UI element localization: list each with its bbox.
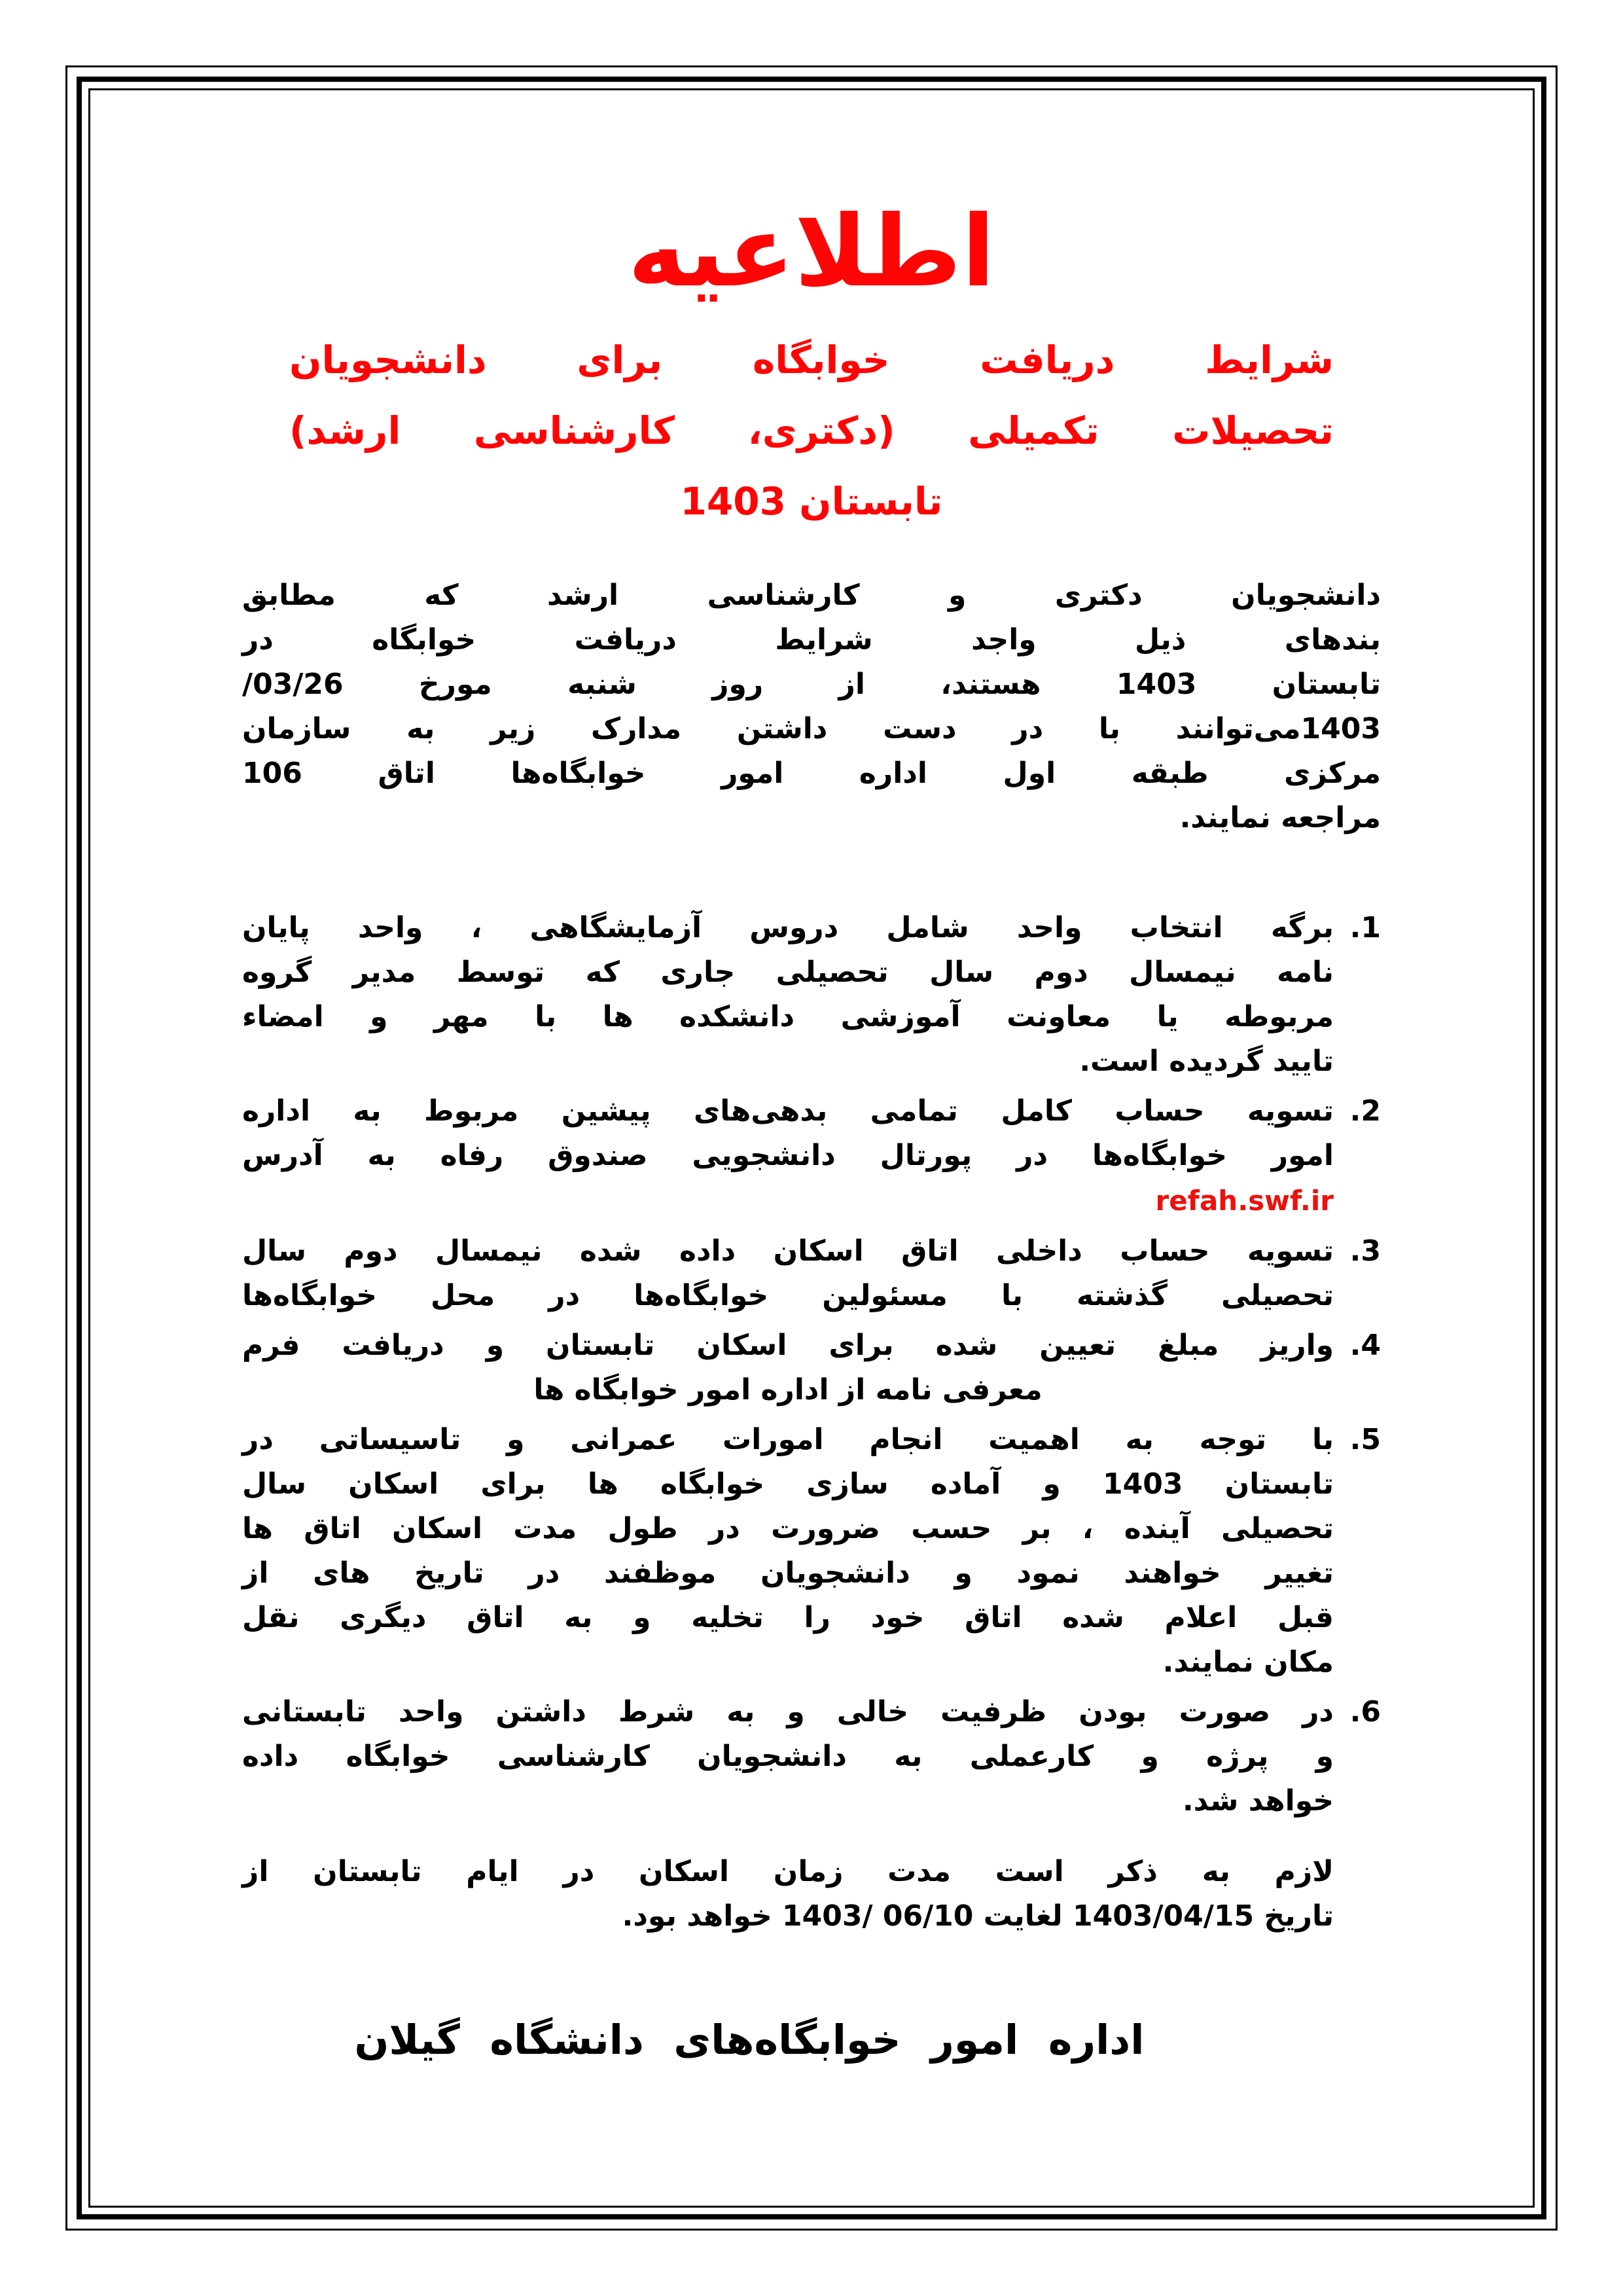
text-line: تایید گردیده است. (1079, 1045, 1334, 1078)
item-text-3 (242, 1229, 1334, 1318)
text-line: معرفی نامه از اداره امور خوابگاه ها (533, 1373, 1043, 1407)
page-border-inner (88, 88, 1535, 2208)
text-line: دانشجویان دکتری و کارشناسی ارشد که مطابق (242, 579, 1381, 612)
list-item-3 (242, 1229, 1381, 1318)
page-border-middle (77, 77, 1546, 2219)
signature-footer: اداره امور خوابگاه‌های دانشگاه گیلان (354, 2016, 1145, 2064)
item-text-6 (242, 1690, 1334, 1823)
list-item-4 (242, 1323, 1381, 1412)
text-line: تحصیلی گذشته با مسئولین خوابگاه‌ها در محل خوابگاه‌ها (242, 1279, 1334, 1312)
item-number-1: 1. (1349, 911, 1381, 944)
item-number-2: 2. (1349, 1094, 1381, 1128)
text-line: تسویه حساب داخلی اتاق اسکان داده شده نیمسال دوم سال (242, 1234, 1334, 1268)
list-item-5 (242, 1418, 1381, 1685)
text-line: بندهای ذیل واجد شرایط دریافت خوابگاه در (242, 623, 1381, 656)
text-line: برگه انتخاب واحد شامل دروس آزمایشگاهی ، واحد پایان (242, 911, 1334, 944)
text-line: مربوطه یا معاونت آموزشی دانشکده ها با مهر و امضاء (242, 1000, 1334, 1033)
text-line: با توجه به اهمیت انجام امورات عمرانی و تاسیساتی در (242, 1423, 1334, 1456)
text-line: مکان نمایند. (1162, 1645, 1334, 1679)
item-text-4 (242, 1323, 1334, 1412)
conditions-list (242, 906, 1381, 1823)
text-line: تغییر خواهند نمود و دانشجویان موظفند در تاریخ های از (242, 1556, 1334, 1590)
list-item-1 (242, 906, 1381, 1084)
text-line: امور خوابگاه‌ها در پورتال دانشجویی صندوق رفاه به آدرس (242, 1139, 1334, 1172)
intro-paragraph (242, 573, 1381, 840)
item-text-1 (242, 906, 1334, 1084)
item-number-6: 6. (1349, 1695, 1381, 1729)
text-line: واریز مبلغ تعیین شده برای اسکان تابستان و دریافت فرم (242, 1329, 1334, 1362)
page-subtitle (289, 325, 1334, 537)
text-line: قبل اعلام شده اتاق خود را تخلیه و به اتاق دیگری نقل (242, 1601, 1334, 1634)
text-line: تسویه حساب کامل تمامی بدهی‌های پیشین مربوط به اداره (242, 1094, 1334, 1128)
item-text-2 (242, 1089, 1334, 1178)
text-line: خواهد شد. (1182, 1784, 1334, 1818)
text-line: تحصیلی آینده ، بر حسب ضرورت در طول مدت اسکان اتاق ها (242, 1512, 1334, 1545)
page-title: اطلاعیه (628, 195, 995, 309)
text-line: تحصیلات تکمیلی (دکتری، کارشناسی ارشد) (289, 408, 1334, 453)
list-item-6 (242, 1690, 1381, 1823)
page-content (90, 90, 1533, 2206)
item-text-5 (242, 1418, 1334, 1685)
text-line: تابستان 1403 (680, 479, 943, 524)
text-line: تاریخ 1403/04/15 لغایت 06/10 /1403 خواهد بود. (622, 1899, 1334, 1933)
list-item-2 (242, 1089, 1381, 1224)
refah-portal-link[interactable]: refah.swf.ir (1155, 1185, 1334, 1217)
item-number-4: 4. (1349, 1329, 1381, 1362)
text-line: مراجعه نمایند. (1179, 801, 1381, 834)
page-border-outer (65, 65, 1558, 2231)
note-paragraph (242, 1850, 1334, 1939)
text-line: و پرژه و کارعملی به دانشجویان کارشناسی خوابگاه داده (242, 1740, 1334, 1773)
text-line: 1403می‌توانند با در دست داشتن مدارک زیر به سازمان (242, 712, 1381, 745)
text-line: مرکزی طبقه اول اداره امور خوابگاه‌ها اتاق 106 (242, 757, 1381, 790)
item-number-5: 5. (1349, 1423, 1381, 1456)
text-line: در صورت بودن ظرفیت خالی و به شرط داشتن واحد تابستانی (242, 1695, 1334, 1729)
text-line: تابستان 1403 هستند، از روز شنبه مورخ 26‏/‏03‏/ (242, 668, 1381, 701)
text-line: نامه نیمسال دوم سال تحصیلی جاری که توسط مدیر گروه (242, 956, 1334, 989)
text-line: تابستان 1403 و آماده سازی خوابگاه ها برای اسکان سال (242, 1467, 1334, 1501)
text-line: لازم به ذکر است مدت زمان اسکان در ایام تابستان از (242, 1855, 1334, 1888)
item-number-3: 3. (1349, 1234, 1381, 1268)
text-line: شرایط دریافت خوابگاه برای دانشجویان (289, 338, 1334, 382)
